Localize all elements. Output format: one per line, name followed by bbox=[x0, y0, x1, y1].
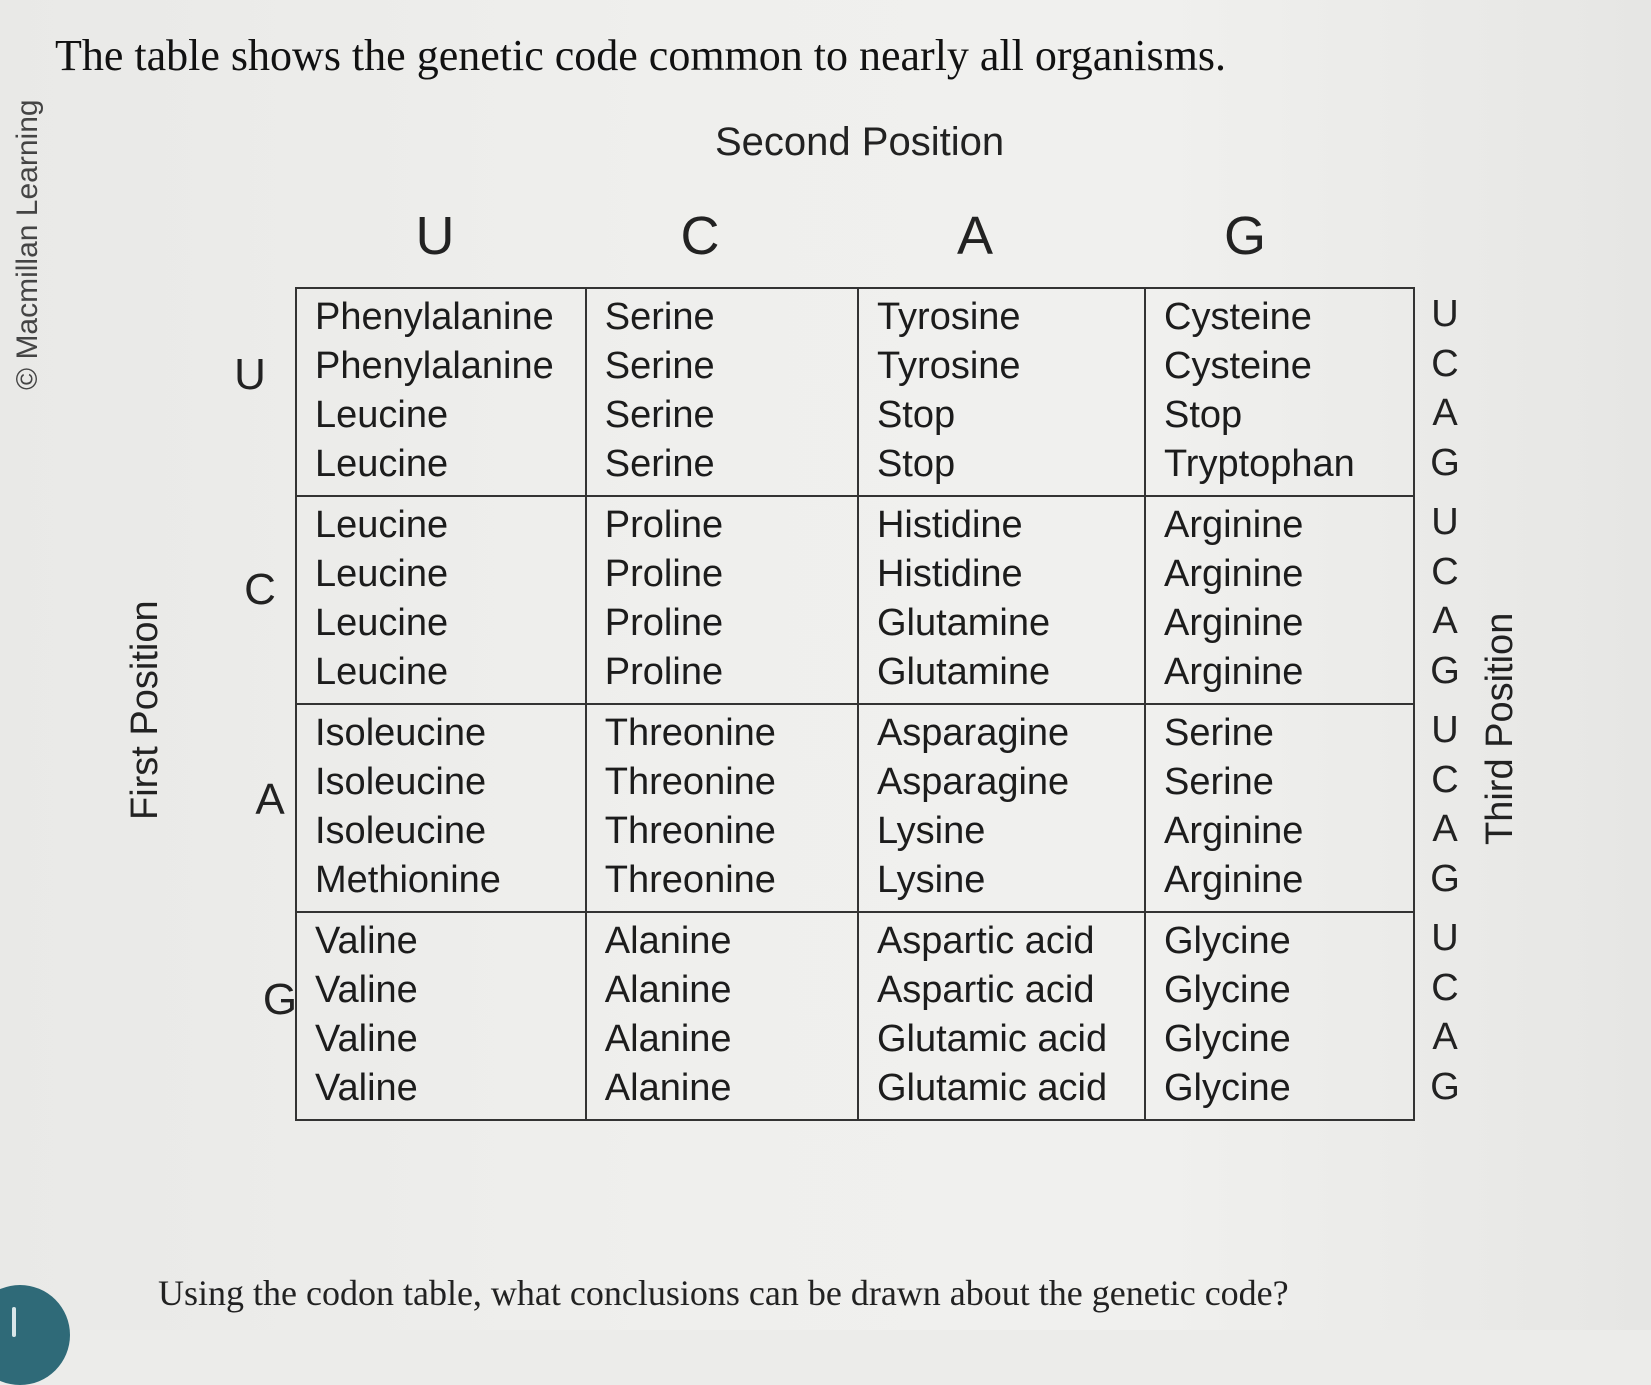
second-base-c: C bbox=[680, 206, 720, 266]
third-base: G bbox=[1430, 857, 1460, 900]
info-icon bbox=[12, 1307, 16, 1337]
third-base: U bbox=[1431, 709, 1459, 751]
second-base-u: U bbox=[415, 206, 455, 266]
codon-cell-ua bbox=[858, 288, 1145, 496]
third-base: G bbox=[1430, 441, 1460, 484]
amino-acid: Glutamic acid bbox=[876, 1067, 1108, 1109]
codon-cell-aa bbox=[858, 704, 1145, 912]
codon-cell-cg bbox=[1145, 496, 1414, 704]
codon-cell-ag bbox=[1145, 704, 1414, 912]
second-base-a: A bbox=[956, 206, 994, 266]
amino-acid: Glutamine bbox=[876, 602, 1051, 644]
amino-acid: Alanine bbox=[604, 969, 732, 1011]
amino-acid: Threonine bbox=[604, 859, 776, 901]
codon-cell-gc bbox=[586, 912, 858, 1120]
amino-acid: Histidine bbox=[876, 504, 1023, 546]
amino-acid: Glycine bbox=[1164, 1018, 1291, 1060]
third-base: C bbox=[1431, 758, 1459, 801]
third-base: C bbox=[1431, 342, 1459, 385]
third-base: C bbox=[1431, 966, 1459, 1009]
amino-acid: Phenylalanine bbox=[315, 345, 554, 387]
amino-acid: Arginine bbox=[1164, 810, 1304, 852]
amino-acid: Aspartic acid bbox=[876, 969, 1095, 1011]
codon-cell-ac bbox=[586, 704, 858, 912]
codon-row-u bbox=[296, 288, 1414, 496]
amino-acid: Leucine bbox=[315, 394, 449, 436]
third-base: U bbox=[1431, 917, 1459, 959]
amino-acid: Leucine bbox=[315, 651, 449, 693]
amino-acid: Proline bbox=[604, 553, 724, 595]
third-base: A bbox=[1432, 1016, 1458, 1058]
intro-text: The table shows the genetic code common to nearly all organisms. bbox=[55, 31, 1226, 80]
amino-acid: Glycine bbox=[1164, 920, 1291, 962]
amino-acid: Serine bbox=[1164, 712, 1274, 754]
amino-acid: Serine bbox=[604, 296, 715, 338]
codon-cell-cu bbox=[296, 496, 586, 704]
amino-acid: Lysine bbox=[876, 810, 986, 852]
third-base: G bbox=[1430, 1065, 1460, 1108]
amino-acid: Asparagine bbox=[876, 761, 1070, 803]
third-base: A bbox=[1432, 808, 1458, 850]
third-base: U bbox=[1431, 293, 1459, 335]
amino-acid: Arginine bbox=[1164, 651, 1304, 693]
amino-acid: Serine bbox=[1164, 761, 1274, 803]
amino-acid: Leucine bbox=[315, 443, 449, 485]
codon-cell-ca bbox=[858, 496, 1145, 704]
amino-acid: Histidine bbox=[876, 553, 1023, 595]
codon-cell-ug bbox=[1145, 288, 1414, 496]
question-text: Using the codon table, what conclusions can be drawn about the genetic code? bbox=[158, 1273, 1289, 1313]
amino-acid: Valine bbox=[315, 1067, 418, 1109]
amino-acid: Arginine bbox=[1164, 504, 1304, 546]
first-base-c: C bbox=[244, 565, 276, 614]
first-base-g: G bbox=[262, 975, 298, 1024]
amino-acid: Alanine bbox=[604, 1067, 732, 1109]
third-base: G bbox=[1430, 649, 1460, 692]
info-badge[interactable] bbox=[0, 1285, 70, 1385]
spacer bbox=[1420, 488, 1470, 498]
third-position-label: Third Position bbox=[1479, 612, 1521, 845]
amino-acid: Serine bbox=[604, 345, 715, 387]
amino-acid: Threonine bbox=[604, 761, 776, 803]
amino-acid: Stop bbox=[876, 394, 956, 436]
amino-acid: Threonine bbox=[604, 712, 776, 754]
amino-acid: Alanine bbox=[604, 1018, 732, 1060]
amino-acid: Glutamine bbox=[876, 651, 1051, 693]
second-position-label: Second Position bbox=[715, 120, 1005, 164]
amino-acid: Cysteine bbox=[1164, 296, 1312, 338]
amino-acid: Isoleucine bbox=[315, 761, 487, 803]
amino-acid: Serine bbox=[604, 443, 715, 485]
third-base: A bbox=[1432, 392, 1458, 434]
amino-acid: Aspartic acid bbox=[876, 920, 1095, 962]
third-base: A bbox=[1432, 600, 1458, 642]
amino-acid: Valine bbox=[315, 1018, 418, 1060]
amino-acid: Proline bbox=[604, 504, 724, 546]
amino-acid: Isoleucine bbox=[315, 810, 487, 852]
amino-acid: Leucine bbox=[315, 602, 449, 644]
codon-cell-uc bbox=[586, 288, 858, 496]
amino-acid: Alanine bbox=[604, 920, 732, 962]
amino-acid: Cysteine bbox=[1164, 345, 1312, 387]
third-base: C bbox=[1431, 550, 1459, 593]
amino-acid: Tyrosine bbox=[876, 296, 1021, 338]
first-position-label: First Position bbox=[124, 600, 166, 820]
amino-acid: Proline bbox=[604, 651, 724, 693]
amino-acid: Valine bbox=[315, 920, 418, 962]
codon-row-a bbox=[296, 704, 1414, 912]
codon-row-c bbox=[296, 496, 1414, 704]
spacer bbox=[1420, 696, 1470, 706]
amino-acid: Glycine bbox=[1164, 1067, 1291, 1109]
amino-acid: Phenylalanine bbox=[315, 296, 554, 338]
amino-acid: Arginine bbox=[1164, 602, 1304, 644]
amino-acid: Tryptophan bbox=[1164, 443, 1355, 485]
amino-acid: Lysine bbox=[876, 859, 986, 901]
second-base-g: G bbox=[1223, 206, 1266, 266]
amino-acid: Valine bbox=[315, 969, 418, 1011]
codon-cell-ga bbox=[858, 912, 1145, 1120]
first-base-u: U bbox=[234, 350, 266, 399]
codon-cell-uu bbox=[296, 288, 586, 496]
amino-acid: Threonine bbox=[604, 810, 776, 852]
third-position-column bbox=[1420, 290, 1470, 1112]
amino-acid: Arginine bbox=[1164, 859, 1304, 901]
amino-acid: Proline bbox=[604, 602, 724, 644]
amino-acid: Stop bbox=[876, 443, 956, 485]
amino-acid: Leucine bbox=[315, 504, 449, 546]
spacer bbox=[1420, 904, 1470, 914]
amino-acid: Arginine bbox=[1164, 553, 1304, 595]
amino-acid: Glutamic acid bbox=[876, 1018, 1108, 1060]
third-base: U bbox=[1431, 501, 1459, 543]
credit-text: © Macmillan Learning bbox=[11, 99, 44, 390]
codon-row-g bbox=[296, 912, 1414, 1120]
codon-cell-au bbox=[296, 704, 586, 912]
codon-cell-gu bbox=[296, 912, 586, 1120]
first-base-a: A bbox=[255, 775, 285, 824]
codon-table bbox=[295, 287, 1415, 1121]
amino-acid: Stop bbox=[1164, 394, 1243, 436]
codon-cell-cc bbox=[586, 496, 858, 704]
amino-acid: Tyrosine bbox=[876, 345, 1021, 387]
amino-acid: Serine bbox=[604, 394, 715, 436]
amino-acid: Leucine bbox=[315, 553, 449, 595]
codon-cell-gg bbox=[1145, 912, 1414, 1120]
amino-acid: Isoleucine bbox=[315, 712, 487, 754]
amino-acid: Asparagine bbox=[876, 712, 1070, 754]
amino-acid: Methionine bbox=[315, 859, 501, 901]
amino-acid: Glycine bbox=[1164, 969, 1291, 1011]
